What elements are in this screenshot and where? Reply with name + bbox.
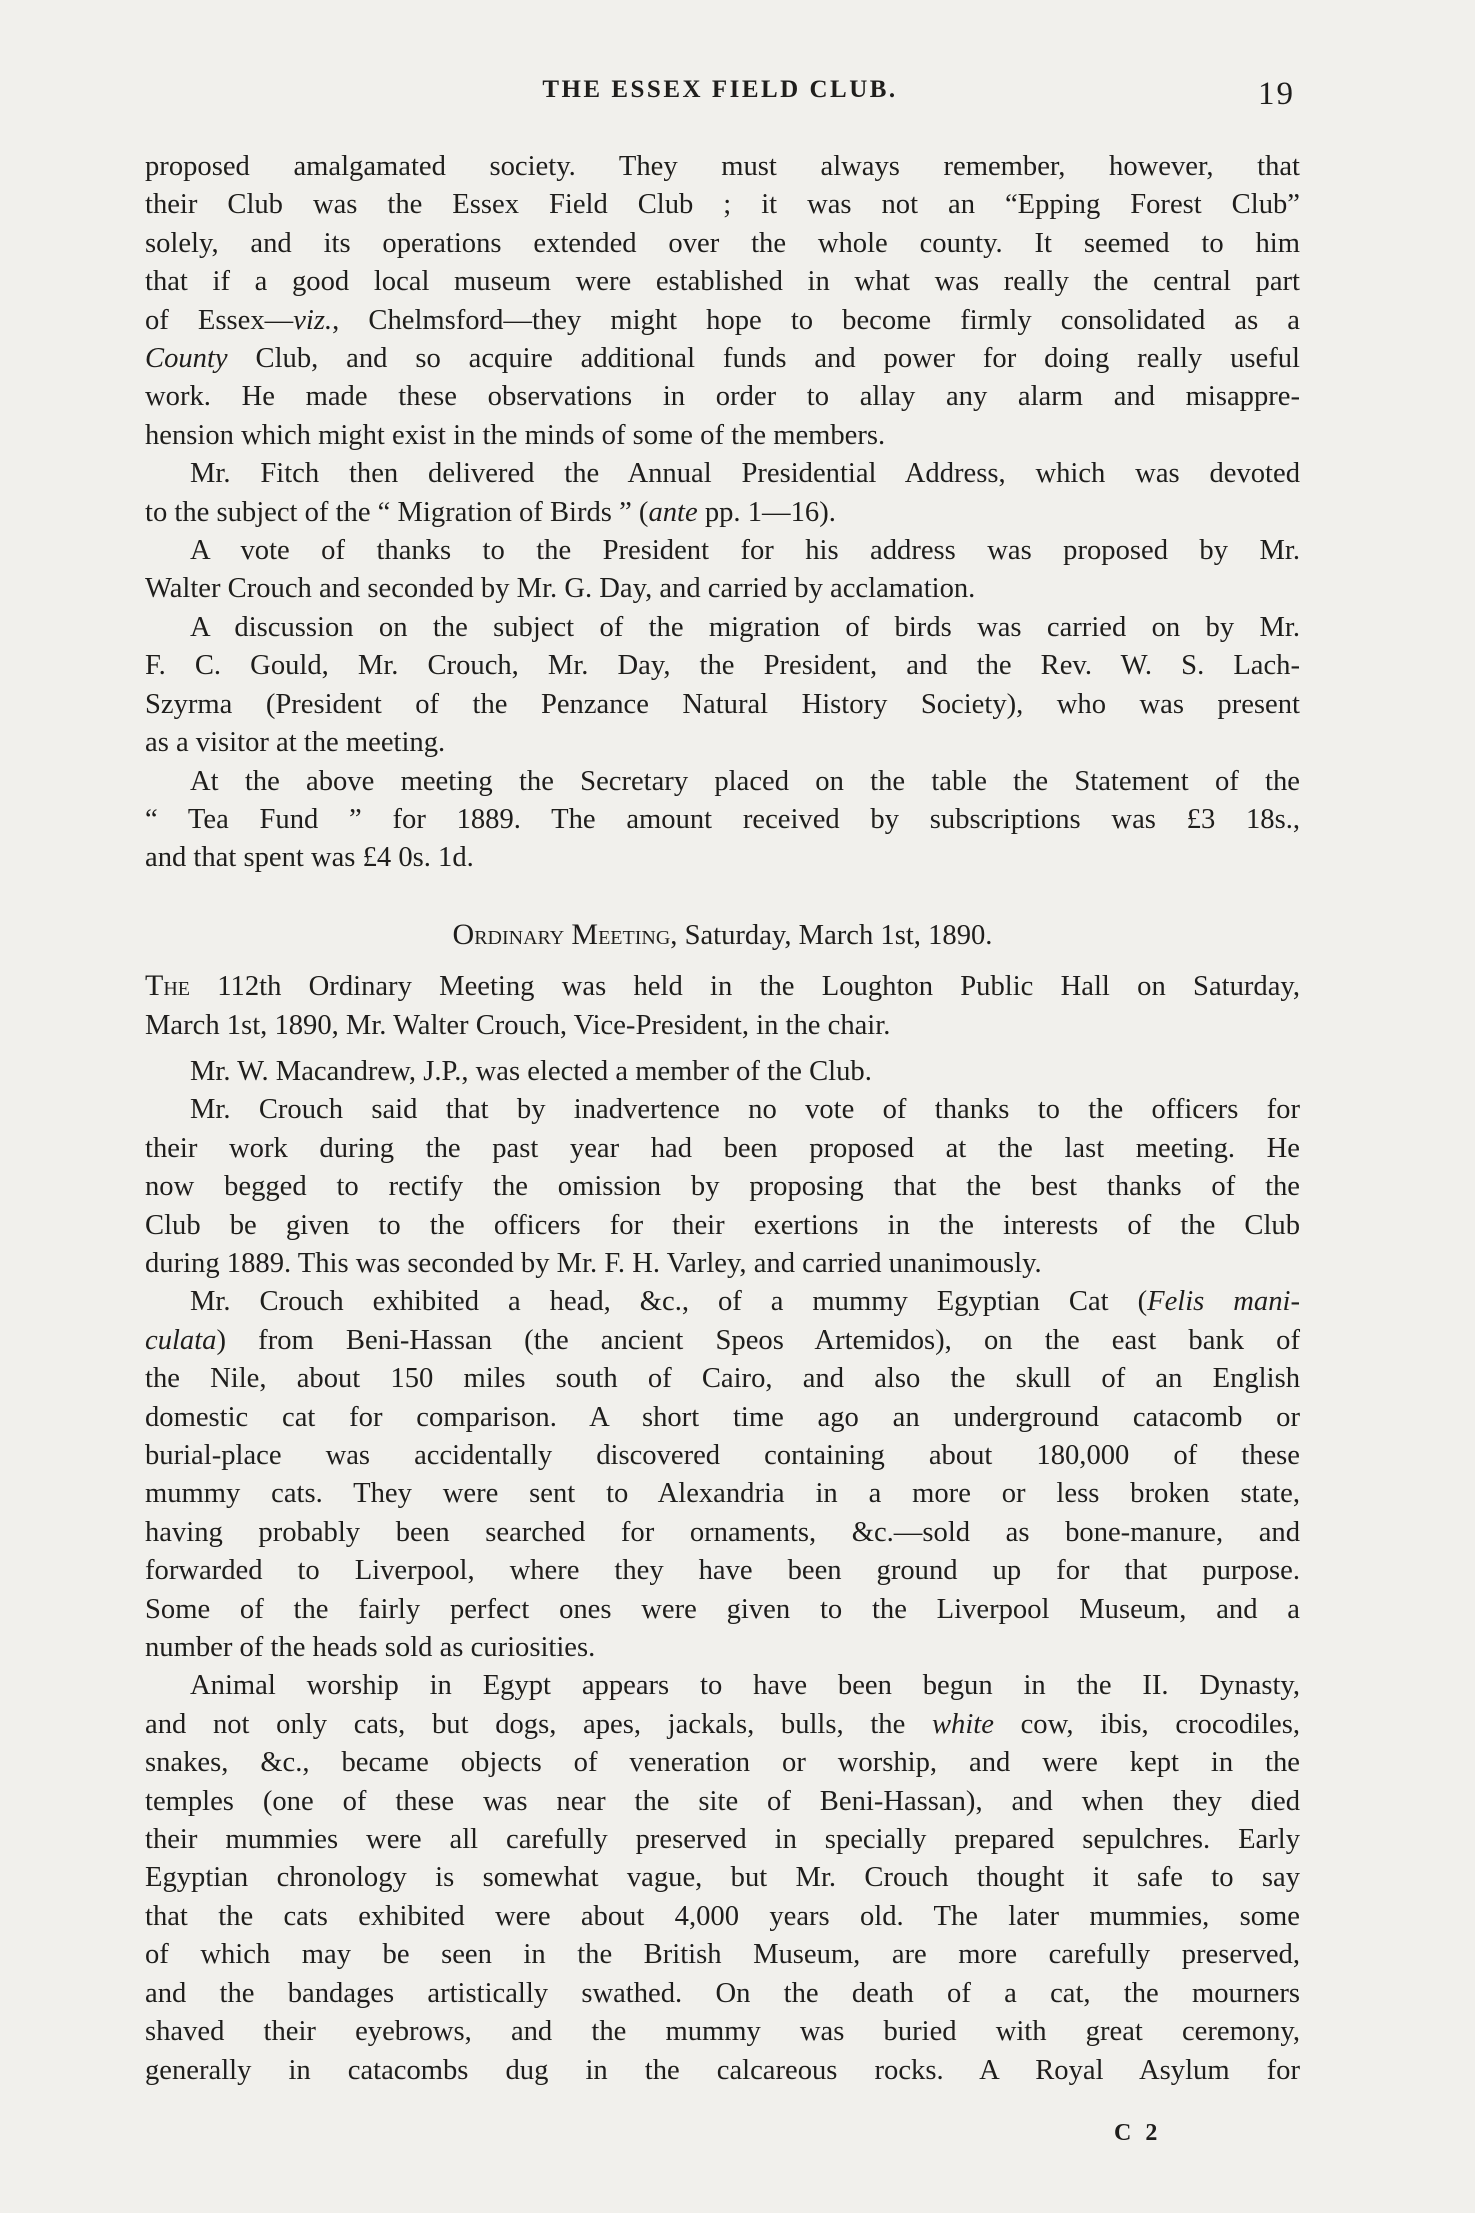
italic-run: County [145,343,228,375]
text-line: hension which might exist in the minds of some of the members. [145,419,886,451]
text-line [145,340,1300,378]
text-line: burial-place was accidentally discovered containing about 180,000 of these [145,1440,1300,1471]
text-line: that if a good local museum were established in what was really the central part [145,266,1300,298]
text-line [145,1283,1300,1321]
text-line: A discussion on the subject of the migration of birds was carried on by Mr. [190,611,1300,643]
paragraph-amalgamation [145,148,1300,455]
text-line: their Club was the Essex Field Club ; it was not an “Epping Forest Club” [145,189,1300,221]
text-line: generally in catacombs dug in the calcareous rocks. A Royal Asylum for [145,2054,1300,2086]
text-line: and that spent was £4 0s. 1d. [145,842,474,874]
paragraph-animal-worship [145,1667,1300,2089]
text-line: temples (one of these was near the site of Beni-Hassan), and when they died [145,1785,1300,1817]
heading-initial: M [571,917,599,951]
text-run: ) from Beni-Hassan (the ancient Speos Artemidos), on the east bank of [216,1324,1300,1356]
text-line: forwarded to Liverpool, where they have been ground up for that purpose. [145,1555,1300,1587]
text-line: Mr. Fitch then delivered the Annual Presidential Address, which was devoted [190,458,1300,490]
italic-run: viz. [293,304,333,336]
text-line: now begged to rectify the omission by proposing that the best thanks of the [145,1171,1300,1203]
paragraph-presidential-address [145,455,1300,532]
text-line: Walter Crouch and seconded by Mr. G. Day, and carried by acclamation. [145,573,976,605]
text-run: cow, ibis, crocodiles, [993,1708,1300,1740]
initial-letter: T [145,969,164,1003]
paragraph-mummy-cat [145,1283,1300,1667]
text-line [145,494,1300,532]
text-line: F. C. Gould, Mr. Crouch, Mr. Day, the President, and the Rev. W. S. Lach- [145,650,1300,682]
text-line: during 1889. This was seconded by Mr. F. H. Varley, and carried unanimously. [145,1247,1042,1279]
text-line: “ Tea Fund ” for 1889. The amount received by subscriptions was £3 18s., [145,803,1300,835]
text-line: mummy cats. They were sent to Alexandria in a more or less broken state, [145,1478,1300,1510]
body-text [145,148,1300,2090]
page-number: 19 [1258,76,1295,112]
text-line: Some of the fairly perfect ones were given to the Liverpool Museum, and a [145,1593,1300,1625]
text-line [145,1706,1300,1744]
text-line: work. He made these observations in order to allay any alarm and misappre- [145,381,1300,413]
text-line: domestic cat for comparison. A short time ago an underground catacomb or [145,1401,1300,1433]
italic-run: ante [648,496,698,528]
text-run: pp. 1—16). [697,496,836,528]
text-run: to the subject of the “ Migration of Birds ” ( [145,496,649,528]
text-line [145,1322,1300,1360]
text-run: , Chelmsford—they might hope to become firmly consolidated as a [332,304,1300,336]
running-title: THE ESSEX FIELD CLUB. [542,76,898,103]
text-line: number of the heads sold as curiosities. [145,1632,596,1664]
paragraph-tea-fund [145,763,1300,878]
text-line: snakes, &c., became objects of veneration or worship, and were kept in the [145,1747,1300,1779]
text-run: of Essex— [145,304,294,336]
text-line [145,967,1300,1006]
text-line [145,302,1300,340]
heading-initial: O [452,917,475,951]
text-line: having probably been searched for ornaments, &c.—sold as bone-manure, and [145,1516,1300,1548]
text-line: their work during the past year had been proposed at the last meeting. He [145,1132,1300,1164]
running-head [145,76,1295,116]
text-line: At the above meeting the Secretary placed on the table the Statement of the [190,765,1300,797]
text-line: shaved their eyebrows, and the mummy was buried with great ceremony, [145,2016,1300,2048]
heading-date: , Saturday, March 1st, 1890. [670,919,993,951]
text-line: A vote of thanks to the President for his address was proposed by Mr. [190,535,1300,567]
text-line: Mr. Crouch said that by inadvertence no vote of thanks to the officers for [190,1094,1300,1126]
text-line: and the bandages artistically swathed. On the death of a cat, the mourners [145,1977,1300,2009]
text-run: and not only cats, but dogs, apes, jackals, bulls, the [145,1708,932,1740]
text-line: Mr. W. Macandrew, J.P., was elected a member of the Club. [190,1055,872,1087]
text-line: proposed amalgamated society. They must always remember, however, that [145,151,1300,182]
text-line: Club be given to the officers for their exertions in the interests of the Club [145,1209,1300,1241]
text-line: of which may be seen in the British Museum, are more carefully preserved, [145,1939,1300,1971]
heading-small-caps: rdinary [474,919,565,951]
text-line: solely, and its operations extended over the whole county. It seemed to him [145,227,1300,259]
text-run: Club, and so acquire additional funds and power for doing really useful [227,343,1300,375]
text-run: 112th Ordinary Meeting was held in the Loughton Public Hall on Saturday, [190,971,1300,1003]
text-line: the Nile, about 150 miles south of Cairo, and also the skull of an English [145,1363,1300,1395]
meeting-heading [145,916,1300,955]
paragraph-vote-of-thanks [145,532,1300,609]
text-line: Animal worship in Egypt appears to have been begun in the II. Dynasty, [190,1670,1300,1702]
paragraph-ordinary-meeting [145,967,1300,1045]
italic-run: culata [145,1324,217,1356]
text-line: that the cats exhibited were about 4,000 years old. The later mummies, some [145,1900,1300,1932]
paragraph-officers-thanks [145,1091,1300,1283]
small-caps-run: he [163,971,190,1003]
text-line: Egyptian chronology is somewhat vague, but Mr. Crouch thought it safe to say [145,1862,1300,1894]
paragraph-new-member [145,1053,1300,1091]
text-line: March 1st, 1890, Mr. Walter Crouch, Vice-President, in the chair. [145,1009,891,1041]
paragraph-discussion [145,609,1300,763]
text-line: Szyrma (President of the Penzance Natural History Society), who was present [145,688,1300,720]
italic-run: Felis mani- [1147,1286,1300,1318]
italic-run: white [931,1708,994,1740]
text-run: Mr. Crouch exhibited a head, &c., of a mummy Egyptian Cat ( [190,1286,1148,1318]
heading-small-caps: eeting [598,919,671,951]
paragraph-gap [145,1045,1300,1053]
text-line: as a visitor at the meeting. [145,727,446,759]
text-line: their mummies were all carefully preserved in specially prepared sepulchres. Early [145,1824,1300,1856]
signature-mark: C 2 [1114,2120,1162,2146]
